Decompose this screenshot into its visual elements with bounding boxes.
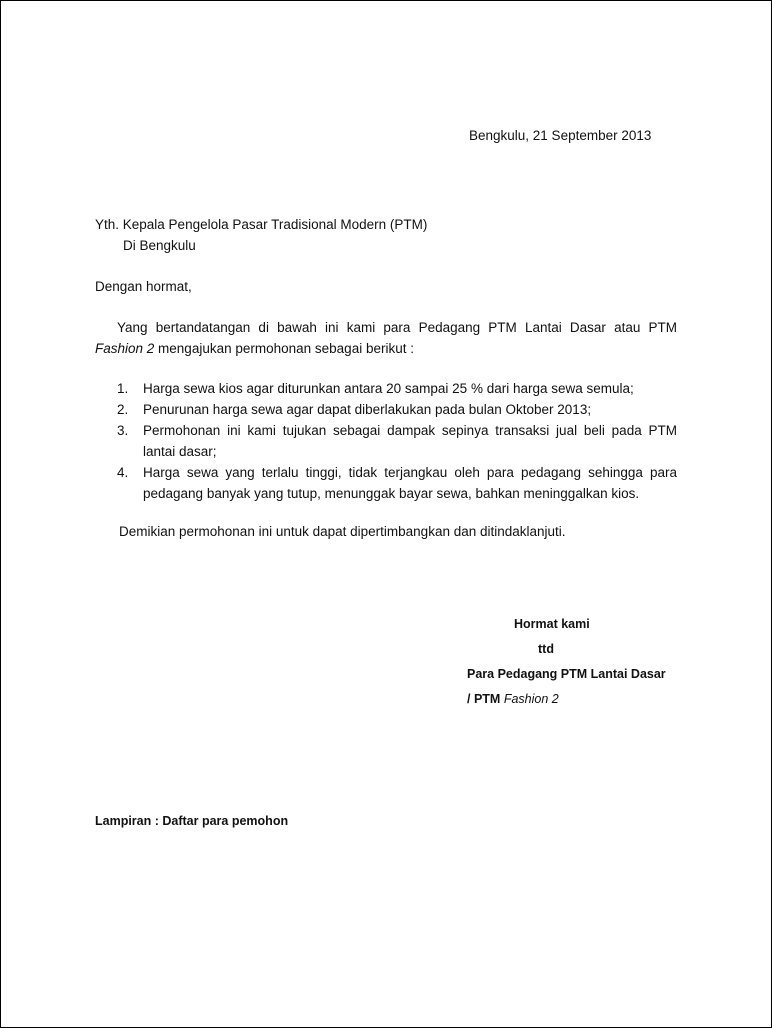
intro-italic-fashion: Fashion 2: [95, 341, 155, 356]
salutation: Dengan hormat,: [95, 279, 192, 294]
intro-paragraph-line2: [95, 339, 414, 359]
list-item: 1. Harga sewa kios agar diturunkan antara 20 sampai 25 % dari harga sewa semula;: [117, 381, 634, 396]
intro-paragraph-line1: Yang bertandatangan di bawah ini kami para Pedagang PTM Lantai Dasar atau PTM: [117, 320, 677, 335]
attachment-note: Lampiran : Daftar para pemohon: [95, 814, 289, 828]
list-item: 2. Penurunan harga sewa agar dapat diberlakukan pada bulan Oktober 2013;: [117, 402, 592, 417]
date-line: Bengkulu, 21 September 2013: [469, 128, 652, 143]
request-list: [95, 378, 677, 504]
list-item: 4. Harga sewa yang terlalu tinggi, tidak terjangkau oleh para pedagang sehingga para pedagang banyak yang tutup, menunggak bayar sewa, bahkan meninggalkan kios.: [117, 465, 677, 501]
signer-unit: / PTM Fashion 2: [467, 692, 559, 706]
signature-ttd: ttd: [538, 642, 554, 656]
signer-name: Para Pedagang PTM Lantai Dasar: [467, 667, 666, 681]
signature-regards: Hormat kami: [514, 617, 590, 631]
recipient-location: Di Bengkulu: [123, 238, 196, 253]
recipient-line: Yth. Kepala Pengelola Pasar Tradisional Modern (PTM): [95, 217, 428, 232]
closing-sentence: Demikian permohonan ini untuk dapat dipertimbangkan dan ditindaklanjuti.: [119, 524, 566, 539]
list-item: 3. Permohonan ini kami tujukan sebagai dampak sepinya transaksi jual beli pada PTM lantai dasar;: [117, 423, 677, 459]
intro-rest: mengajukan permohonan sebagai berikut :: [154, 341, 414, 356]
